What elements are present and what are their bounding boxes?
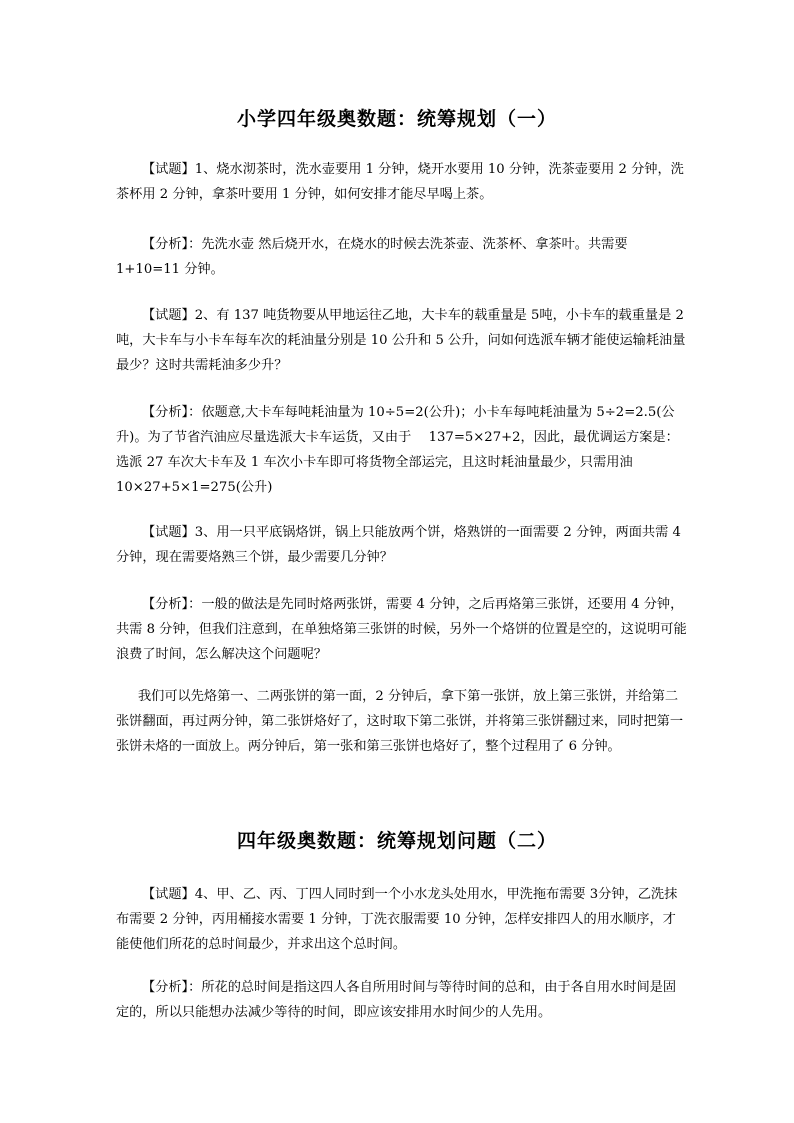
analysis-1: 【分析】：先洗水壶 然后烧开水，在烧水的时候去洗茶壶、洗茶杯、拿茶叶。共需要 1+10=11 分钟。 (116, 237, 628, 277)
question-3: 【试题】3、用一只平底锅烙饼，锅上只能放两个饼，烙熟饼的一面需要 2 分钟，两面共需 4 分钟，现在需要烙熟三个饼，最少需要几分钟？ (116, 525, 681, 565)
analysis-2: 【分析】：依题意,大卡车每吨耗油量为 10÷5=2(公升)；小卡车每吨耗油量为 5÷2=2.5(公升)。为了节省汽油应尽量选派大卡车运货，又由于 137=5×27+2，因此，最优调运方案是：选派 27 车次大卡车及 1 车次小卡车即可将货物全部运完，且这时耗油量最少，只需用油 10×27+5×1=275(公升) (116, 405, 679, 495)
question-2: 【试题】2、有 137 吨货物要从甲地运往乙地，大卡车的载重量是 5吨，小卡车的载重量是 2吨，大卡车与小卡车每车次的耗油量分别是 10 公升和 5 公升，问如何选派车辆才能使运输耗油量最少？这时共需耗油多少升？ (116, 308, 686, 373)
document-title-1: 小学四年级奥数题：统筹规划（一） (236, 108, 557, 130)
question-4: 【试题】4、甲、乙、丙、丁四人同时到一个小水龙头处用水，甲洗拖布需要 3分钟，乙洗抹布需要 2 分钟，丙用桶接水需要 1 分钟，丁洗衣服需要 10 分钟，怎样安排四人的用水顺序，才能使他们所花的总时间最少，并求出这个总时间。 (116, 887, 678, 952)
analysis-3: 【分析】：一般的做法是先同时烙两张饼，需要 4 分钟，之后再烙第三张饼，还要用 4 分钟，共需 8 分钟，但我们注意到，在单独烙第三张饼的时候，另外一个烙饼的位置是空的，这说明可能浪费了时间，怎么解决这个问题呢？ (116, 597, 687, 662)
analysis-4: 【分析】：所花的总时间是指这四人各自所用时间与等待时间的总和，由于各自用水时间是固定的，所以只能想办法减少等待的时间，即应该安排用水时间少的人先用。 (116, 980, 677, 1020)
document-title-2: 四年级奥数题：统筹规划问题（二） (236, 830, 557, 852)
question-1: 【试题】1、烧水沏茶时，洗水壶要用 1 分钟，烧开水要用 10 分钟，洗茶壶要用 2 分钟，洗茶杯用 2 分钟，拿茶叶要用 1 分钟，如何安排才能尽早喝上茶。 (116, 162, 684, 202)
analysis-3-continued: 我们可以先烙第一、二两张饼的第一面，2 分钟后，拿下第一张饼，放上第三张饼，并给第二张饼翻面，再过两分钟，第二张饼烙好了，这时取下第二张饼，并将第三张饼翻过来，同时把第一张饼未烙的一面放上。两分钟后，第一张和第三张饼也烙好了，整个过程用了 6 分钟。 (116, 689, 684, 754)
